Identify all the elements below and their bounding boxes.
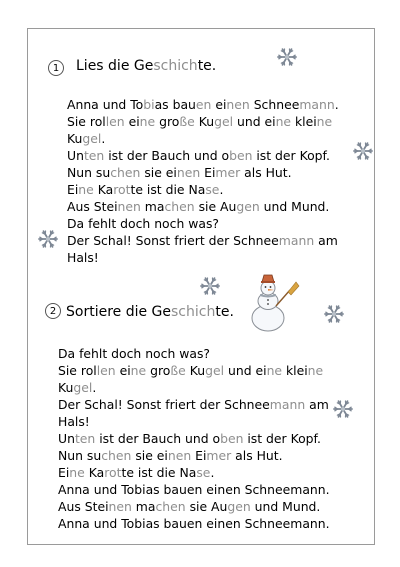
story-line: Kugel.: [67, 131, 106, 146]
story-line: Aus Steinen machen sie Augen und Mund.: [67, 199, 330, 214]
story-line: Anna und Tobias bauen einen Schneemann.: [58, 482, 330, 497]
task-title-1: Lies die Geschichte.: [76, 58, 217, 74]
snowflake-icon: [323, 303, 345, 325]
snowflake-icon: [276, 46, 298, 68]
snowflake-icon: [332, 398, 354, 420]
snowflake-icon: [37, 228, 59, 250]
story-line: Hals!: [58, 414, 90, 429]
story-line: Hals!: [67, 250, 99, 265]
story-line: Unten ist der Bauch und oben ist der Kopf.: [58, 431, 321, 446]
task-title-2: Sortiere die Geschichte.: [66, 304, 234, 320]
story-line: Aus Steinen machen sie Augen und Mund.: [58, 499, 321, 514]
task-number-1: 1: [48, 60, 64, 76]
task-number-2: 2: [45, 303, 61, 319]
snowflake-icon: [352, 140, 374, 162]
story-line: Der Schal! Sonst friert der Schneemann am: [58, 397, 329, 412]
story-line: Nun suchen sie einen Eimer als Hut.: [58, 448, 283, 463]
story-line: Eine Karotte ist die Nase.: [58, 465, 215, 480]
story-line: Anna und Tobias bauen einen Schneemann.: [58, 516, 330, 531]
story-line: Anna und Tobias bauen einen Schneemann.: [67, 97, 339, 112]
story-line: Der Schal! Sonst friert der Schneemann am: [67, 233, 338, 248]
story-line: Da fehlt doch noch was?: [58, 346, 210, 361]
story-line: Nun suchen sie einen Eimer als Hut.: [67, 165, 292, 180]
story-line: Kugel.: [58, 380, 97, 395]
story-line: Sie rollen eine große Kugel und eine kleine: [58, 363, 324, 378]
story-sort: [58, 345, 330, 532]
story-read: [67, 96, 339, 266]
story-line: Da fehlt doch noch was?: [67, 216, 219, 231]
story-line: Unten ist der Bauch und oben ist der Kopf.: [67, 148, 330, 163]
story-line: Sie rollen eine große Kugel und eine kleine: [67, 114, 333, 129]
snowman-icon: [244, 272, 302, 334]
story-line: Eine Karotte ist die Nase.: [67, 182, 224, 197]
snowflake-icon: [199, 275, 221, 297]
